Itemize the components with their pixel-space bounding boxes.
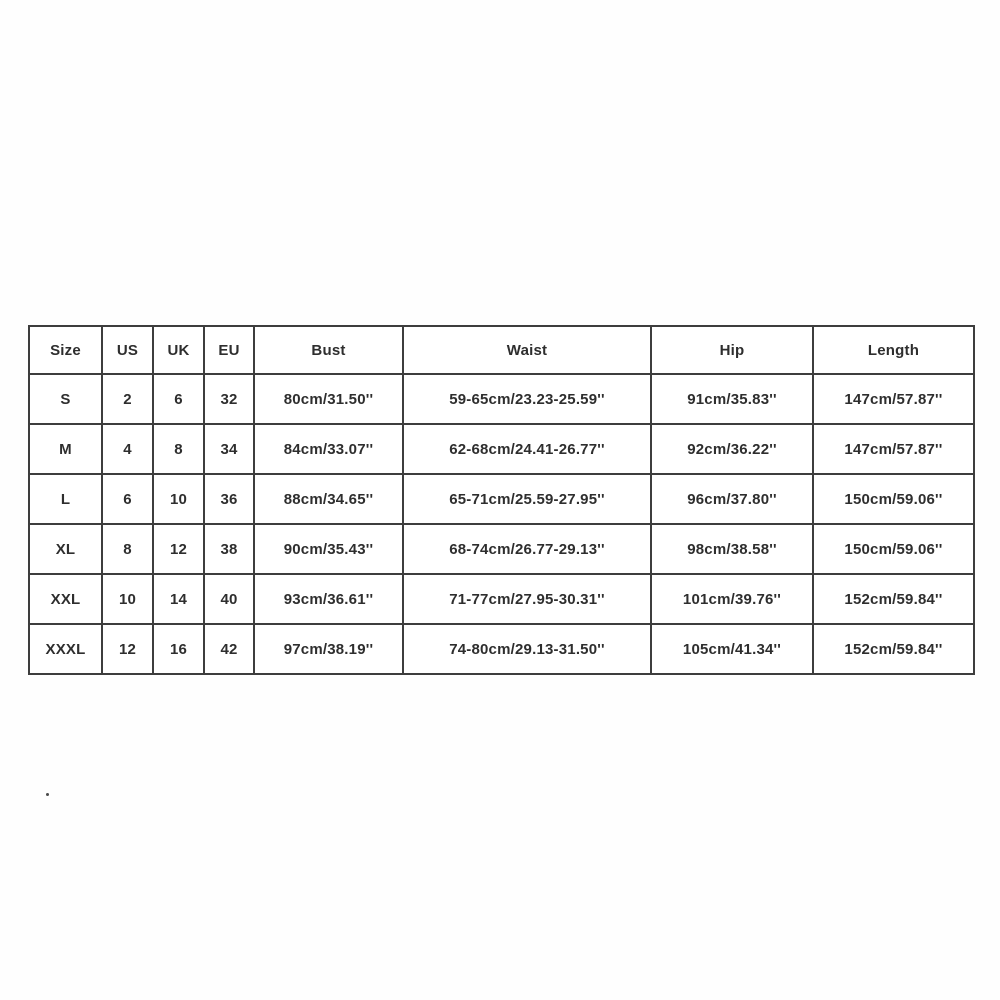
table-row-xxl bbox=[29, 574, 974, 624]
cell-eu: 34 bbox=[204, 424, 254, 474]
column-header-size: Size bbox=[29, 326, 102, 374]
cell-eu: 36 bbox=[204, 474, 254, 524]
cell-uk: 10 bbox=[153, 474, 204, 524]
cell-bust: 93cm/36.61'' bbox=[254, 574, 403, 624]
table-row-xl bbox=[29, 524, 974, 574]
cell-length: 150cm/59.06'' bbox=[813, 524, 974, 574]
cell-eu: 32 bbox=[204, 374, 254, 424]
cell-uk: 14 bbox=[153, 574, 204, 624]
header-row bbox=[29, 326, 974, 374]
cell-length: 152cm/59.84'' bbox=[813, 624, 974, 674]
cell-waist: 65-71cm/25.59-27.95'' bbox=[403, 474, 651, 524]
cell-us: 8 bbox=[102, 524, 153, 574]
cell-uk: 6 bbox=[153, 374, 204, 424]
cell-us: 12 bbox=[102, 624, 153, 674]
cell-hip: 98cm/38.58'' bbox=[651, 524, 813, 574]
column-header-eu: EU bbox=[204, 326, 254, 374]
cell-hip: 105cm/41.34'' bbox=[651, 624, 813, 674]
cell-waist: 71-77cm/27.95-30.31'' bbox=[403, 574, 651, 624]
cell-length: 147cm/57.87'' bbox=[813, 374, 974, 424]
cell-bust: 84cm/33.07'' bbox=[254, 424, 403, 474]
column-header-hip: Hip bbox=[651, 326, 813, 374]
cell-size: XL bbox=[29, 524, 102, 574]
cell-size: L bbox=[29, 474, 102, 524]
cell-size: S bbox=[29, 374, 102, 424]
size-chart-table bbox=[28, 325, 975, 675]
cell-uk: 8 bbox=[153, 424, 204, 474]
cell-bust: 97cm/38.19'' bbox=[254, 624, 403, 674]
cell-eu: 40 bbox=[204, 574, 254, 624]
cell-uk: 12 bbox=[153, 524, 204, 574]
cell-waist: 62-68cm/24.41-26.77'' bbox=[403, 424, 651, 474]
column-header-us: US bbox=[102, 326, 153, 374]
cell-size: XXXL bbox=[29, 624, 102, 674]
cell-waist: 68-74cm/26.77-29.13'' bbox=[403, 524, 651, 574]
cell-hip: 91cm/35.83'' bbox=[651, 374, 813, 424]
cell-size: XXL bbox=[29, 574, 102, 624]
cell-size: M bbox=[29, 424, 102, 474]
column-header-waist: Waist bbox=[403, 326, 651, 374]
cell-length: 147cm/57.87'' bbox=[813, 424, 974, 474]
cell-uk: 16 bbox=[153, 624, 204, 674]
column-header-bust: Bust bbox=[254, 326, 403, 374]
cell-hip: 101cm/39.76'' bbox=[651, 574, 813, 624]
cell-eu: 42 bbox=[204, 624, 254, 674]
cell-waist: 59-65cm/23.23-25.59'' bbox=[403, 374, 651, 424]
cell-us: 10 bbox=[102, 574, 153, 624]
column-header-length: Length bbox=[813, 326, 974, 374]
cell-waist: 74-80cm/29.13-31.50'' bbox=[403, 624, 651, 674]
table-row-s bbox=[29, 374, 974, 424]
cell-length: 152cm/59.84'' bbox=[813, 574, 974, 624]
table-row-l bbox=[29, 474, 974, 524]
cell-bust: 80cm/31.50'' bbox=[254, 374, 403, 424]
cell-bust: 90cm/35.43'' bbox=[254, 524, 403, 574]
cell-us: 6 bbox=[102, 474, 153, 524]
cell-us: 4 bbox=[102, 424, 153, 474]
table-row-xxxl bbox=[29, 624, 974, 674]
cell-length: 150cm/59.06'' bbox=[813, 474, 974, 524]
cell-hip: 92cm/36.22'' bbox=[651, 424, 813, 474]
cell-us: 2 bbox=[102, 374, 153, 424]
cell-eu: 38 bbox=[204, 524, 254, 574]
cell-hip: 96cm/37.80'' bbox=[651, 474, 813, 524]
stray-dot-artifact bbox=[46, 793, 49, 796]
table-row-m bbox=[29, 424, 974, 474]
column-header-uk: UK bbox=[153, 326, 204, 374]
cell-bust: 88cm/34.65'' bbox=[254, 474, 403, 524]
